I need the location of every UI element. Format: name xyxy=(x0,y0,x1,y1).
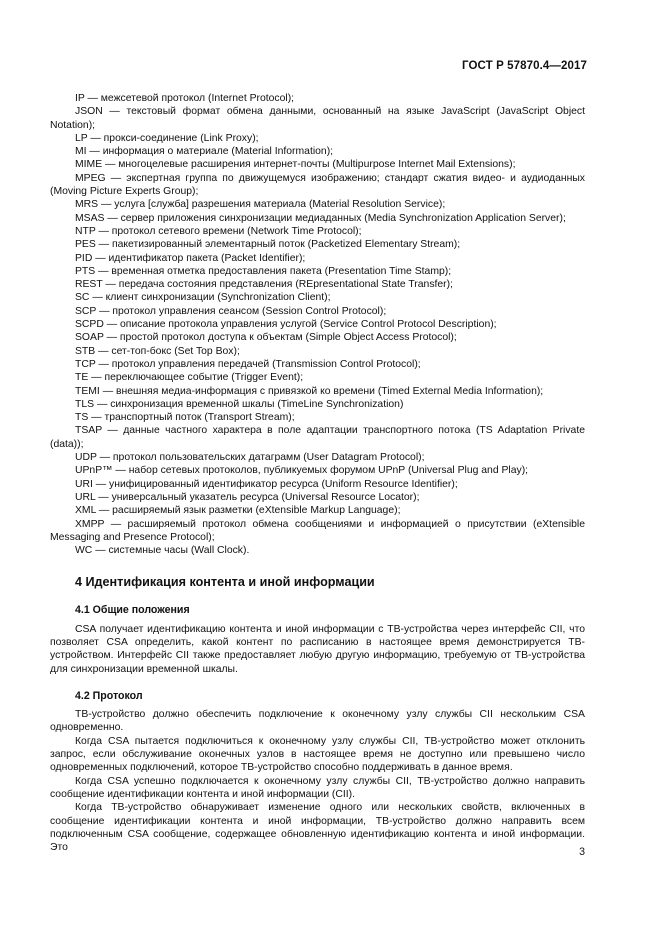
abbreviation-item: MPEG — экспертная группа по движущемуся изображению; стандарт сжатия видео- и аудиоданных (Moving Picture Experts Group); xyxy=(50,172,585,198)
abbreviation-item: TEMI — внешняя медиа-информация с привязкой ко времени (Timed External Media Information); xyxy=(75,385,544,397)
abbreviation-item: SC — клиент синхронизации (Synchronization Client); xyxy=(75,292,331,304)
paragraph: Когда CSA пытается подключиться к оконечному узлу службы CII, ТВ-устройство может отклонить запрос, если обслуживание оконечных узлов в настоящее время не доступно или превышено число одновременных подключений, которое ТВ-устройство способно поддерживать в данное время. xyxy=(50,735,585,774)
standard-header: ГОСТ Р 57870.4—2017 xyxy=(462,60,587,72)
abbreviation-item: STB — сет-топ-бокс (Set Top Box); xyxy=(75,345,240,357)
abbreviation-item: XML — расширяемый язык разметки (eXtensible Markup Language); xyxy=(75,505,401,517)
abbreviation-item: UPnP™ — набор сетевых протоколов, публикуемых форумом UPnP (Universal Plug and Play); xyxy=(75,465,529,477)
abbreviations-list xyxy=(50,92,585,557)
paragraph: Когда CSA успешно подключается к оконечному узлу службы CII, ТВ-устройство должно направить сообщение идентификации контента и иной информации (CII). xyxy=(50,775,585,800)
abbreviation-item: REST — передача состояния представления (REpresentational State Transfer); xyxy=(75,279,453,291)
abbreviation-item: MI — информация о материале (Material Information); xyxy=(75,146,334,158)
abbreviation-item: NTP — протокол сетевого времени (Network Time Protocol); xyxy=(75,225,362,237)
paragraph: CSA получает идентификацию контента и иной информации с ТВ-устройства через интерфейс CII, что позволяет CSA определить, какой контент по расписанию в настоящее время демонстрируется ТВ-устройством. Интерфейс CII также предоставляет любую другую информацию, требуемую от ТВ-устройства для синхронизации временной шкалы. xyxy=(50,623,585,675)
abbreviation-item: TS — транспортный поток (Transport Stream); xyxy=(75,412,295,424)
abbreviation-item: PTS — временная отметка предоставления пакета (Presentation Time Stamp); xyxy=(75,265,452,277)
abbreviation-item: LP — прокси-соединение (Link Proxy); xyxy=(75,132,259,144)
abbreviation-item: PID — идентификатор пакета (Packet Identifier); xyxy=(75,252,306,264)
abbreviation-item: URI — унифицированный идентификатор ресурса (Uniform Resource Identifier); xyxy=(75,478,458,490)
page-number: 3 xyxy=(579,846,585,858)
abbreviation-item: TE — переключающее событие (Trigger Event); xyxy=(75,372,304,384)
abbreviation-item: WC — системные часы (Wall Clock). xyxy=(75,545,250,557)
abbreviation-item: TCP — протокол управления передачей (Transmission Control Protocol); xyxy=(75,358,421,370)
abbreviation-item: XMPP — расширяемый протокол обмена сообщениями и информацией о присутствии (eXtensible Messaging and Presence Protocol); xyxy=(50,518,585,543)
abbreviation-item: MSAS — сервер приложения синхронизации медиаданных (Media Synchronization Application Server); xyxy=(75,212,566,224)
section-4-heading: 4 Идентификация контента и иной информации xyxy=(75,575,375,590)
abbreviation-item: JSON — текстовый формат обмена данными, основанный на языке JavaScript (JavaScript Object Notation); xyxy=(50,106,585,131)
abbreviation-item: SCPD — описание протокола управления услугой (Service Control Protocol Description); xyxy=(75,319,497,331)
abbreviation-item: TSAP — данные частного характера в поле адаптации транспортного потока (TS Adaptation Private (data)); xyxy=(50,425,585,450)
section-4-2-heading: 4.2 Протокол xyxy=(75,689,143,702)
paragraph: Когда ТВ-устройство обнаруживает изменение одного или нескольких свойств, включенных в сообщение идентификации контента и иной информации, ТВ-устройство должно направить всем подключенным CSA сообщение, содержащее обновленную идентификацию контента и иной информации. Это xyxy=(50,802,585,854)
paragraph: ТВ-устройство должно обеспечить подключение к оконечному узлу службы CII нескольким CSA одновременно. xyxy=(50,709,585,734)
abbreviation-item: UDP — протокол пользовательских датаграмм (User Datagram Protocol); xyxy=(75,452,425,464)
abbreviation-item: SCP — протокол управления сеансом (Session Control Protocol); xyxy=(75,305,387,317)
section-4-1-heading: 4.1 Общие положения xyxy=(75,604,190,617)
abbreviation-item: SOAP — простой протокол доступа к объектам (Simple Object Access Protocol); xyxy=(75,332,457,344)
abbreviation-item: MRS — услуга [служба] разрешения материала (Material Resolution Service); xyxy=(75,199,446,211)
abbreviation-item: URL — универсальный указатель ресурса (Universal Resource Locator); xyxy=(75,491,420,503)
abbreviation-item: TLS — синхронизация временной шкалы (TimeLine Synchronization) xyxy=(75,398,404,410)
abbreviation-item: MIME — многоцелевые расширения интернет-почты (Multipurpose Internet Mail Extensions); xyxy=(75,159,516,171)
abbreviation-item: IP — межсетевой протокол (Internet Protocol); xyxy=(75,93,295,104)
page-body xyxy=(50,92,585,854)
abbreviation-item: PES — пакетизированный элементарный поток (Packetized Elementary Stream); xyxy=(75,239,461,251)
